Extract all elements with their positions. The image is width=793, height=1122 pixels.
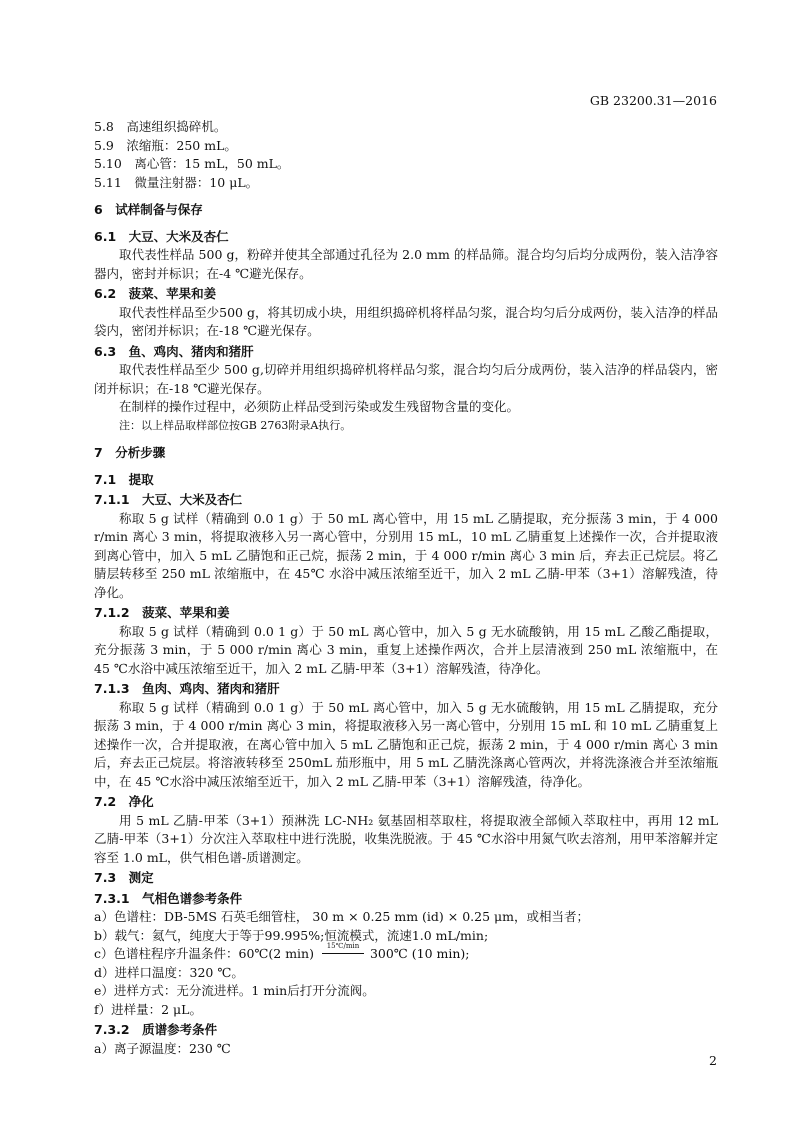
section-7-1-2-heading: 7.1.2 菠菜、苹果和姜 — [94, 605, 230, 620]
gc-condition-c-end: 300℃ (10 min); — [369, 946, 470, 961]
section-7-2-heading: 7.2 净化 — [94, 794, 154, 809]
section-7-3-heading: 7.3 测定 — [94, 870, 154, 885]
section-7-1-1-text: 称取 5 g 试样（精确到 0.0 1 g）于 50 mL 离心管中，用 15 mL 乙腈提取，充分振荡 3 min，于 4 000 r/min 离心 3 min，将提取液移入另一离心管中，分别用 15 mL，10 mL 乙腈重复上述操作一次，合并提取液到离心管中，加入 5 mL 乙腈饱和正己烷，振荡 2 min，于 4 000 r/min 离心 3 min 后，弃去正己烷层。将乙腈层转移至 250 mL 浓缩瓶中，在 45℃ 水浴中减压浓缩至近干，加入 2 mL 乙腈-甲苯（3+1）溶解残渣，待净化。 — [94, 510, 718, 600]
section-6-3-text-2: 在制样的操作过程中，必须防止样品受到污染或发生残留物含量的变化。 — [119, 399, 520, 414]
section-6-heading: 6 试样制备与保存 — [94, 202, 203, 217]
section-6-1-text: 取代表性样品 500 g，粉碎并使其全部通过孔径为 2.0 mm 的样品筛。混合均匀后均分成两份，装入洁净容器内，密封并标识；在-4 ℃避光保存。 — [94, 247, 718, 281]
section-7-3-2-heading: 7.3.2 质谱参考条件 — [94, 1022, 218, 1037]
page-content — [94, 118, 718, 1058]
section-7-1-2-text: 称取 5 g 试样（精确到 0.0 1 g）于 50 mL 离心管中，加入 5 g 无水硫酸钠，用 15 mL 乙酸乙酯提取，充分振荡 3 min，于 5 000 r/min 离心 3 min，重复上述操作两次，合并上层清液到 250 mL 浓缩瓶中，在 45 ℃水浴中减压浓缩至近干，加入 2 mL 乙腈-甲苯（3+1）溶解残渣，待净化。 — [94, 623, 718, 676]
apparatus-item: 5.8 高速组织捣碎机。 — [94, 119, 227, 134]
apparatus-item: 5.9 浓缩瓶：250 mL。 — [94, 137, 237, 153]
section-7-1-3-heading: 7.1.3 鱼肉、鸡肉、猪肉和猪肝 — [94, 681, 280, 696]
sampling-note: 注：以上样品取样部位按GB 2763附录A执行。 — [119, 418, 352, 432]
gc-condition-e: e）进样方式：无分流进样。1 min后打开分流阀。 — [94, 983, 375, 998]
gc-condition-f: f）进样量：2 μL。 — [94, 1001, 202, 1017]
apparatus-item: 5.11 微量注射器：10 μL。 — [94, 174, 259, 190]
page-number: 2 — [709, 1053, 717, 1068]
section-6-3-text: 取代表性样品至少 500 g,切碎并用组织捣碎机将样品匀浆，混合均匀后分成两份，装入洁净的样品袋内，密闭并标识；在-18 ℃避光保存。 — [94, 362, 718, 396]
apparatus-item: 5.10 离心管：15 mL，50 mL。 — [94, 156, 290, 171]
section-6-2-text: 取代表性样品至少500 g，将其切成小块，用组织捣碎机将样品匀浆，混合均匀后分成两份，装入洁净的样品袋内，密闭并标识；在-18 ℃避光保存。 — [94, 304, 718, 338]
section-7-3-1-heading: 7.3.1 气相色谱参考条件 — [94, 890, 243, 906]
section-7-1-1-heading: 7.1.1 大豆、大米及杏仁 — [94, 492, 243, 507]
section-7-1-3-text: 称取 5 g 试样（精确到 0.0 1 g）于 50 mL 离心管中，加入 5 g 无水硫酸钠，用 15 mL 乙腈提取，充分振荡 3 min，于 4 000 r/min 离心 3 min，将提取液移入另一离心管中，分别用 15 mL 和 10 mL 乙腈重复上述操作一次，合并提取液，在离心管中加入 5 mL 乙腈饱和正己烷，振荡 2 min，于 4 000 r/min 离心 3 min 后，弃去正己烷层。将溶液转移至 250mL 茄形瓶中，用 5 mL 乙腈洗涤离心管两次，并将洗涤液合并至浓缩瓶中，在 45 ℃水浴中减压浓缩至近干，加入 2 mL 乙腈-甲苯（3+1）溶解残渣，待净化。 — [94, 699, 718, 789]
section-7-heading: 7 分析步骤 — [94, 445, 166, 460]
gc-condition-b: b）载气：氦气，纯度大于等于99.995%;恒流模式，流速1.0 mL/min; — [94, 927, 489, 943]
section-6-2-heading: 6.2 菠菜、苹果和姜 — [94, 286, 217, 301]
section-6-1-heading: 6.1 大豆、大米及杏仁 — [94, 228, 229, 244]
section-7-1-heading: 7.1 提取 — [94, 471, 154, 487]
section-7-2-text: 用 5 mL 乙腈-甲苯（3+1）预淋洗 LC-NH₂ 氨基固相萃取柱，将提取液全部倾入萃取柱中，再用 12 mL 乙腈-甲苯（3+1）分次注入萃取柱中进行洗脱，收集洗脱液。于 45 ℃水浴中用氮气吹去溶剂，用甲苯溶解并定容至 1.0 mL，供气相色谱-质谱测定。 — [94, 812, 718, 865]
gc-condition-c-start: c）色谱柱程序升温条件：60℃(2 min) — [94, 946, 314, 961]
gc-condition-a: a）色谱柱：DB-5MS 石英毛细管柱， 30 m × 0.25 mm (id) × 0.25 μm，或相当者； — [94, 909, 589, 924]
ramp-line — [322, 953, 364, 954]
standard-number: GB 23200.31—2016 — [589, 93, 717, 108]
section-6-3-heading: 6.3 鱼、鸡肉、猪肉和猪肝 — [94, 343, 254, 359]
ms-condition-a: a）离子源温度：230 ℃ — [94, 1040, 231, 1056]
ramp-rate-label: 15℃/min — [326, 941, 360, 950]
gc-condition-d: d）进样口温度：320 ℃。 — [94, 964, 244, 980]
gc-condition-c — [94, 941, 718, 964]
temperature-ramp-arrow — [322, 941, 364, 964]
